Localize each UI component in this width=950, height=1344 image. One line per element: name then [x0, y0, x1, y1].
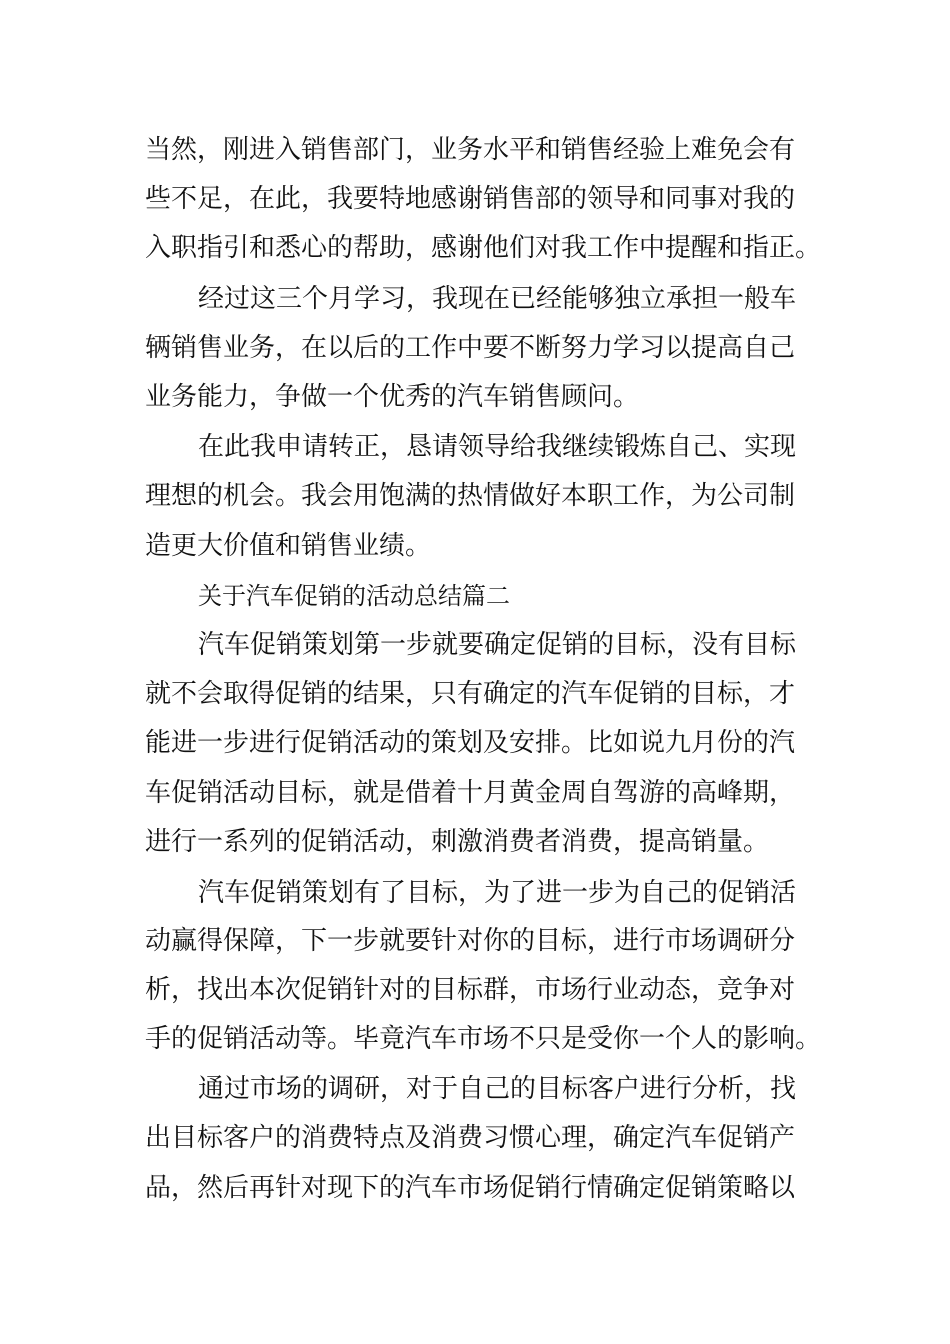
text-line: 理想的机会。我会用饱满的热情做好本职工作，为公司制 [145, 481, 796, 511]
text-line: 汽车促销策划有了目标，为了进一步为自己的促销活 [198, 878, 797, 908]
text-line: 手的促销活动等。毕竟汽车市场不只是受你一个人的影响。 [145, 1024, 822, 1054]
text-line: 汽车促销策划第一步就要确定促销的目标，没有目标 [198, 630, 797, 660]
text-line: 车促销活动目标，就是借着十月黄金周自驾游的高峰期， [145, 778, 796, 808]
section-heading: 关于汽车促销的活动总结篇二 [198, 582, 510, 610]
text-line: 动赢得保障，下一步就要针对你的目标，进行市场调研分 [145, 926, 796, 956]
text-line: 品，然后再针对现下的汽车市场促销行情确定促销策略以 [145, 1173, 796, 1203]
text-line: 经过这三个月学习，我现在已经能够独立承担一般车 [198, 284, 797, 314]
text-line: 进行一系列的促销活动，刺激消费者消费，提高销量。 [145, 827, 770, 857]
text-line: 入职指引和悉心的帮助，感谢他们对我工作中提醒和指正。 [145, 233, 822, 263]
text-line: 出目标客户的消费特点及消费习惯心理，确定汽车促销产 [145, 1123, 796, 1153]
text-line: 辆销售业务，在以后的工作中要不断努力学习以提高自己 [145, 333, 796, 363]
text-line: 些不足，在此，我要特地感谢销售部的领导和同事对我的 [145, 184, 796, 214]
text-line: 在此我申请转正，恳请领导给我继续锻炼自己、实现 [198, 432, 797, 462]
text-line: 析，找出本次促销针对的目标群，市场行业动态，竞争对 [145, 975, 796, 1005]
text-line: 能进一步进行促销活动的策划及安排。比如说九月份的汽 [145, 728, 796, 758]
text-line: 当然，刚进入销售部门，业务水平和销售经验上难免会有 [145, 135, 796, 165]
text-line: 就不会取得促销的结果，只有确定的汽车促销的目标，才 [145, 679, 796, 709]
text-line: 通过市场的调研，对于自己的目标客户进行分析，找 [198, 1074, 797, 1104]
text-line: 业务能力，争做一个优秀的汽车销售顾问。 [145, 382, 640, 412]
text-line: 造更大价值和销售业绩。 [145, 531, 432, 561]
